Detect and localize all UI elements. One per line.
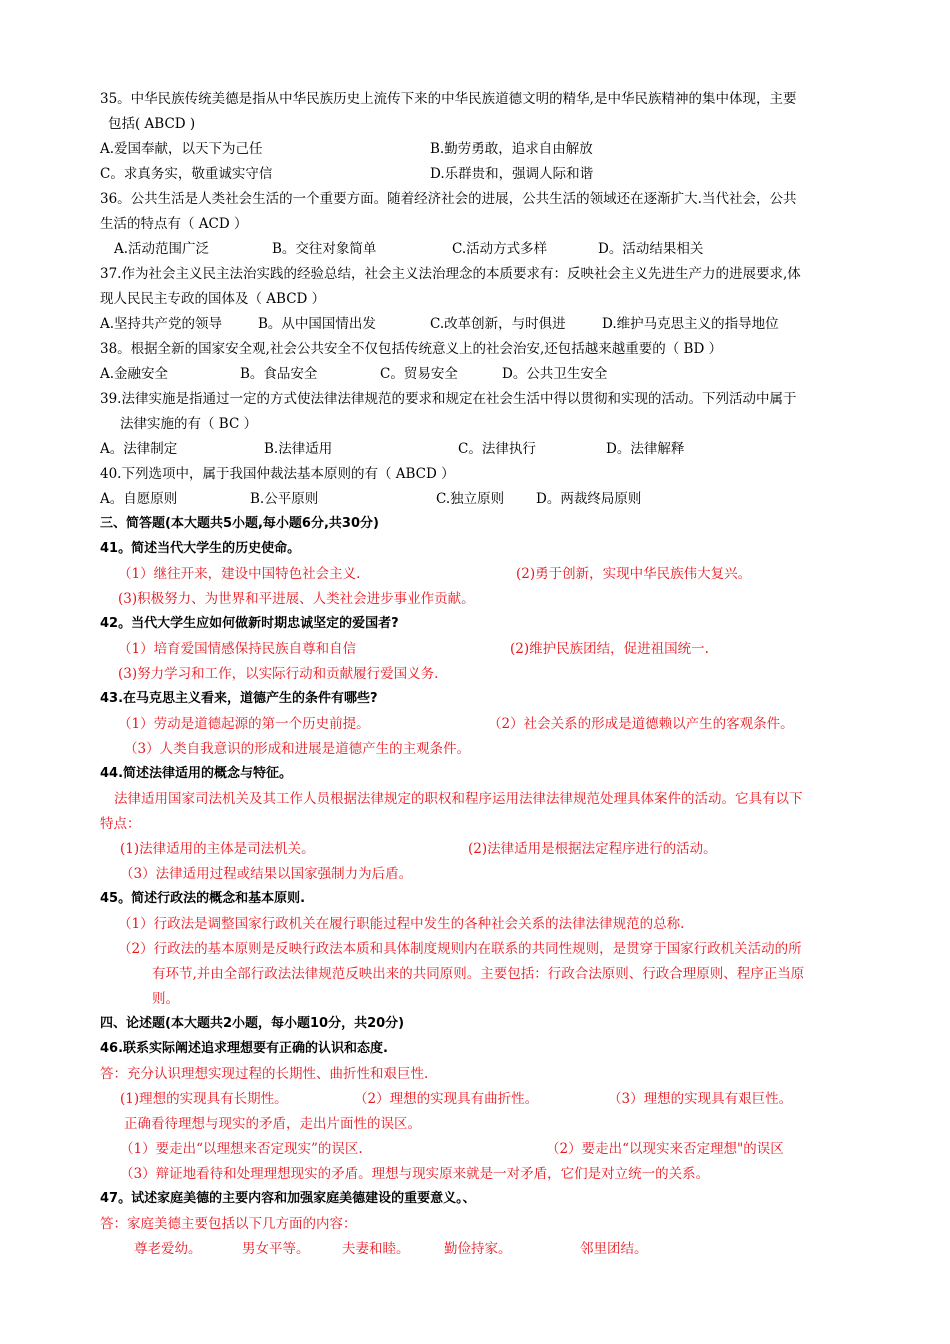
q36-stem-line1: 36。公共生活是人类社会生活的一个重要方面。随着经济社会的进展，公共生活的领域还在逐渐扩大.当代社会，公共 (100, 191, 797, 207)
q46-answer-misconception-3: （3）辩证地看待和处理理想现实的矛盾。理想与现实原来就是一对矛盾，它们是对立统一的关系。 (120, 1166, 710, 1182)
q38-stem: 38。根据全新的国家安全观,社会公共安全不仅包括传统意义上的社会治安,还包括越来越重要的（ BD ） (100, 341, 723, 357)
q37-option-d: D.维护马克思主义的指导地位 (602, 316, 779, 332)
q46-answer-misconception-1: （1）要走出“以理想来否定现实”的误区. (120, 1141, 363, 1157)
q40-option-c: C.独立原则 (436, 491, 505, 507)
q35-stem-line1: 35。中华民族传统美德是指从中华民族历史上流传下来的中华民族道德文明的精华,是中华民族精神的集中体现，主要 (100, 91, 797, 107)
q47-answer-item-4: 勤俭持家。 (444, 1241, 512, 1257)
q36-stem-line2: 生活的特点有（ ACD ） (100, 216, 248, 232)
q39-option-a: A。法律制定 (100, 441, 178, 457)
q47-answer-item-5: 邻里团结。 (580, 1241, 648, 1257)
section-four-heading: 四、论述题(本大题共2小题，每小题10分，共20分) (100, 1016, 405, 1031)
q41-answer-1: （1）继往开来，建设中国特色社会主义. (118, 566, 361, 582)
q37-option-c: C.改革创新，与时俱进 (430, 316, 566, 332)
q38-option-d: D。公共卫生安全 (502, 366, 608, 382)
section-three-heading: 三、简答题(本大题共5小题,每小题6分,共30分) (100, 516, 379, 531)
q44-answer-2: (2)法律适用是根据法定程序进行的活动。 (468, 841, 717, 857)
q40-option-a: A。自愿原则 (100, 491, 178, 507)
q38-option-b: B。食品安全 (240, 366, 318, 382)
q38-option-a: A.金融安全 (100, 366, 169, 382)
q46-answer-misconception-2: （2）要走出“以现实来否定理想"的误区 (546, 1141, 784, 1157)
q47-answer-item-2: 男女平等。 (242, 1241, 310, 1257)
q45-answer-2-line2: 有环节,并由全部行政法法律规范反映出来的共同原则。主要包括：行政合法原则、行政合理原则、程序正当原 (152, 966, 805, 982)
q44-answer-3: （3）法律适用过程或结果以国家强制力为后盾。 (120, 866, 413, 882)
q41-answer-2: (2)勇于创新，实现中华民族伟大复兴。 (516, 566, 752, 582)
q39-option-d: D。法律解释 (606, 441, 685, 457)
q43-answer-2: （2）社会关系的形成是道德赖以产生的客观条件。 (488, 716, 794, 732)
q36-option-c: C.活动方式多样 (452, 241, 548, 257)
q44-answer-line1: 法律适用国家司法机关及其工作人员根据法律规定的职权和程序运用法律法律规范处理具体案件的活动。它具有以下 (114, 791, 803, 807)
q37-option-b: B。从中国国情出发 (258, 316, 376, 332)
q40-option-d: D。两裁终局原则 (536, 491, 642, 507)
q35-option-a: A.爱国奉献，以天下为己任 (100, 141, 263, 157)
q39-option-b: B.法律适用 (264, 441, 333, 457)
q45-answer-1: （1）行政法是调整国家行政机关在履行职能过程中发生的各种社会关系的法律法律规范的总称. (118, 916, 685, 932)
q37-option-a: A.坚持共产党的领导 (100, 316, 223, 332)
q36-option-b: B。交往对象简单 (272, 241, 377, 257)
q46-answer-1: (1)理想的实现具有长期性。 (120, 1091, 288, 1107)
q37-stem-line2: 现人民民主专政的国体及（ ABCD ） (100, 291, 326, 307)
q46-answer-intro: 答：充分认识理想实现过程的长期性、曲折性和艰巨性. (100, 1066, 429, 1082)
q44-question: 44.简述法律适用的概念与特征。 (100, 766, 293, 781)
q43-answer-1: （1）劳动是道德起源的第一个历史前提。 (118, 716, 370, 732)
q39-stem-line2: 法律实施的有（ BC ） (120, 416, 258, 432)
q42-question: 42。当代大学生应如何做新时期忠诚坚定的爱国者? (100, 616, 399, 631)
q44-answer-1: (1)法律适用的主体是司法机关。 (120, 841, 315, 857)
q45-answer-2-line3: 则。 (152, 991, 179, 1007)
q46-answer-correct: 正确看待理想与现实的矛盾，走出片面性的误区。 (124, 1116, 421, 1132)
q45-question: 45。简述行政法的概念和基本原则. (100, 891, 306, 906)
q39-option-c: C。法律执行 (458, 441, 536, 457)
q36-option-d: D。活动结果相关 (598, 241, 704, 257)
q44-answer-line2: 特点： (100, 816, 141, 832)
q43-question: 43.在马克思主义看来，道德产生的条件有哪些? (100, 691, 378, 706)
q35-option-d: D.乐群贵和，强调人际和谐 (430, 166, 594, 182)
q46-answer-3: （3）理想的实现具有艰巨性。 (608, 1091, 793, 1107)
q46-question: 46.联系实际阐述追求理想要有正确的认识和态度. (100, 1041, 388, 1056)
q35-stem-line2: 包括( ABCD ) (108, 116, 196, 132)
q42-answer-1: （1）培育爱国情感保持民族自尊和自信 (118, 641, 357, 657)
q36-option-a: A.活动范围广泛 (114, 241, 210, 257)
q47-answer-item-3: 夫妻和睦。 (342, 1241, 410, 1257)
q47-question: 47。试述家庭美德的主要内容和加强家庭美德建设的重要意义。、 (100, 1191, 476, 1206)
q42-answer-2: (2)维护民族团结，促进祖国统一. (510, 641, 709, 657)
q43-answer-3: （3）人类自我意识的形成和进展是道德产生的主观条件。 (124, 741, 471, 757)
q35-option-b: B.勤劳勇敢，追求自由解放 (430, 141, 593, 157)
q46-answer-2: （2）理想的实现具有曲折性。 (354, 1091, 539, 1107)
q39-stem-line1: 39.法律实施是指通过一定的方式使法律法律规范的要求和规定在社会生活中得以贯彻和实现的活动。下列活动中属于 (100, 391, 797, 407)
q47-answer-item-1: 尊老爱幼。 (134, 1241, 202, 1257)
q41-answer-3: (3)积极努力、为世界和平进展、人类社会进步事业作贡献。 (118, 591, 475, 607)
q37-stem-line1: 37.作为社会主义民主法治实践的经验总结，社会主义法治理念的本质要求有：反映社会主义先进生产力的进展要求,体 (100, 266, 801, 282)
q38-option-c: C。贸易安全 (380, 366, 458, 382)
q47-answer-intro: 答：家庭美德主要包括以下几方面的内容： (100, 1216, 357, 1232)
q40-stem: 40.下列选项中，属于我国仲裁法基本原则的有（ ABCD ） (100, 466, 455, 482)
q42-answer-3: (3)努力学习和工作，以实际行动和贡献履行爱国义务. (118, 666, 439, 682)
q41-question: 41。简述当代大学生的历史使命。 (100, 541, 301, 556)
q45-answer-2-line1: （2）行政法的基本原则是反映行政法本质和具体制度规则内在联系的共同性规则，是贯穿于国家行政机关活动的所 (118, 941, 802, 957)
q40-option-b: B.公平原则 (250, 491, 319, 507)
q35-option-c: C。求真务实，敬重诚实守信 (100, 166, 273, 182)
